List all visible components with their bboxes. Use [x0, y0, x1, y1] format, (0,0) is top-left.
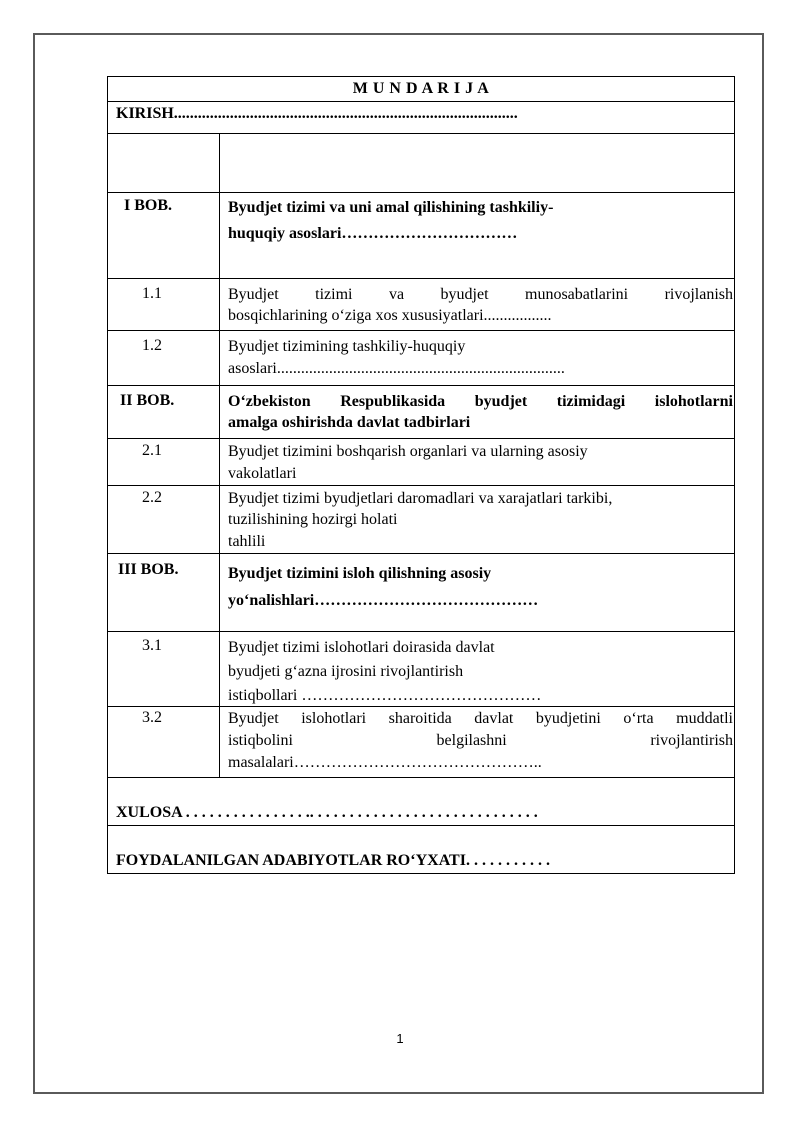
toc-empty-row: [107, 133, 735, 193]
toc-section-row: [107, 330, 735, 386]
toc-conclusion[interactable]: XULOSA . . . . . . . . . . . . . . . .. . . . . . . . . . . . . . . . . . . . . . . . . . . . .: [116, 804, 538, 821]
toc-section-number: 1.2: [108, 331, 220, 385]
toc-section-title[interactable]: Byudjet tizimi byudjetlari daromadlari va xarajatlari tarkibi, tuzilishining hozirgi holati tahlili: [228, 490, 613, 550]
toc-section-row: [107, 485, 735, 554]
toc-empty-cell: [108, 134, 220, 192]
toc-chapter-title[interactable]: O‘zbekiston Respublikasida byudjet tizimidagi islohotlarni amalga oshirishda davlat tadbirlari: [228, 393, 733, 431]
toc-section-row: [107, 438, 735, 486]
toc-section-row: [107, 278, 735, 331]
toc-section-title[interactable]: Byudjet tizimi islohotlari doirasida davlat byudjeti g‘azna ijrosini rivojlantirish istiqbollari ………………………………………: [228, 639, 542, 704]
toc-section-number: 2.1: [108, 439, 220, 485]
toc-references[interactable]: FOYDALANILGAN ADABIYOTLAR RO‘YXATI. . . . . . . . . . .: [116, 852, 550, 869]
toc-section-title[interactable]: Byudjet islohotlari sharoitida davlat byudjetini o‘rta muddatli istiqbolini belgilashni rivojlantirish masalalari………………………………………..: [228, 710, 733, 771]
toc-intro[interactable]: KIRISH......................................................................................: [116, 105, 518, 122]
page-number: 1: [396, 1031, 404, 1046]
toc-chapter-number: I BOB.: [108, 193, 220, 278]
toc-section-number: 2.2: [108, 486, 220, 553]
toc-chapter-row: [107, 553, 735, 632]
toc-chapter-title[interactable]: Byudjet tizimini isloh qilishning asosiy yo‘nalishlari……………………………………: [228, 565, 539, 609]
toc-section-row: [107, 631, 735, 707]
toc-section-number: 1.1: [108, 279, 220, 330]
toc-chapter-title[interactable]: Byudjet tizimi va uni amal qilishining tashkiliy- huquqiy asoslari……………………………: [228, 199, 554, 242]
toc-chapter-number: II BOB.: [108, 386, 220, 438]
toc-section-title[interactable]: Byudjet tizimining tashkiliy-huquqiy asoslari........................................................................: [228, 338, 565, 377]
toc-chapter-row: [107, 192, 735, 279]
toc-section-title[interactable]: Byudjet tizimini boshqarish organlari va ularning asosiy vakolatlari: [228, 443, 588, 482]
toc-section-number: 3.1: [108, 632, 220, 706]
toc-section-title[interactable]: Byudjet tizimi va byudjet munosabatlarini rivojlanish bosqichlarining o‘ziga xos xususiyatlari.................: [228, 286, 733, 324]
toc-conclusion-row: [107, 777, 735, 826]
toc-intro-row: [107, 101, 735, 134]
toc-section-row: [107, 706, 735, 778]
toc-title-row: [107, 76, 735, 102]
toc-references-row: [107, 825, 735, 874]
toc-chapter-number: III BOB.: [108, 554, 220, 631]
toc-section-number: 3.2: [108, 707, 220, 777]
toc-chapter-row: [107, 385, 735, 439]
toc-title: M U N D A R I J A: [352, 80, 490, 97]
